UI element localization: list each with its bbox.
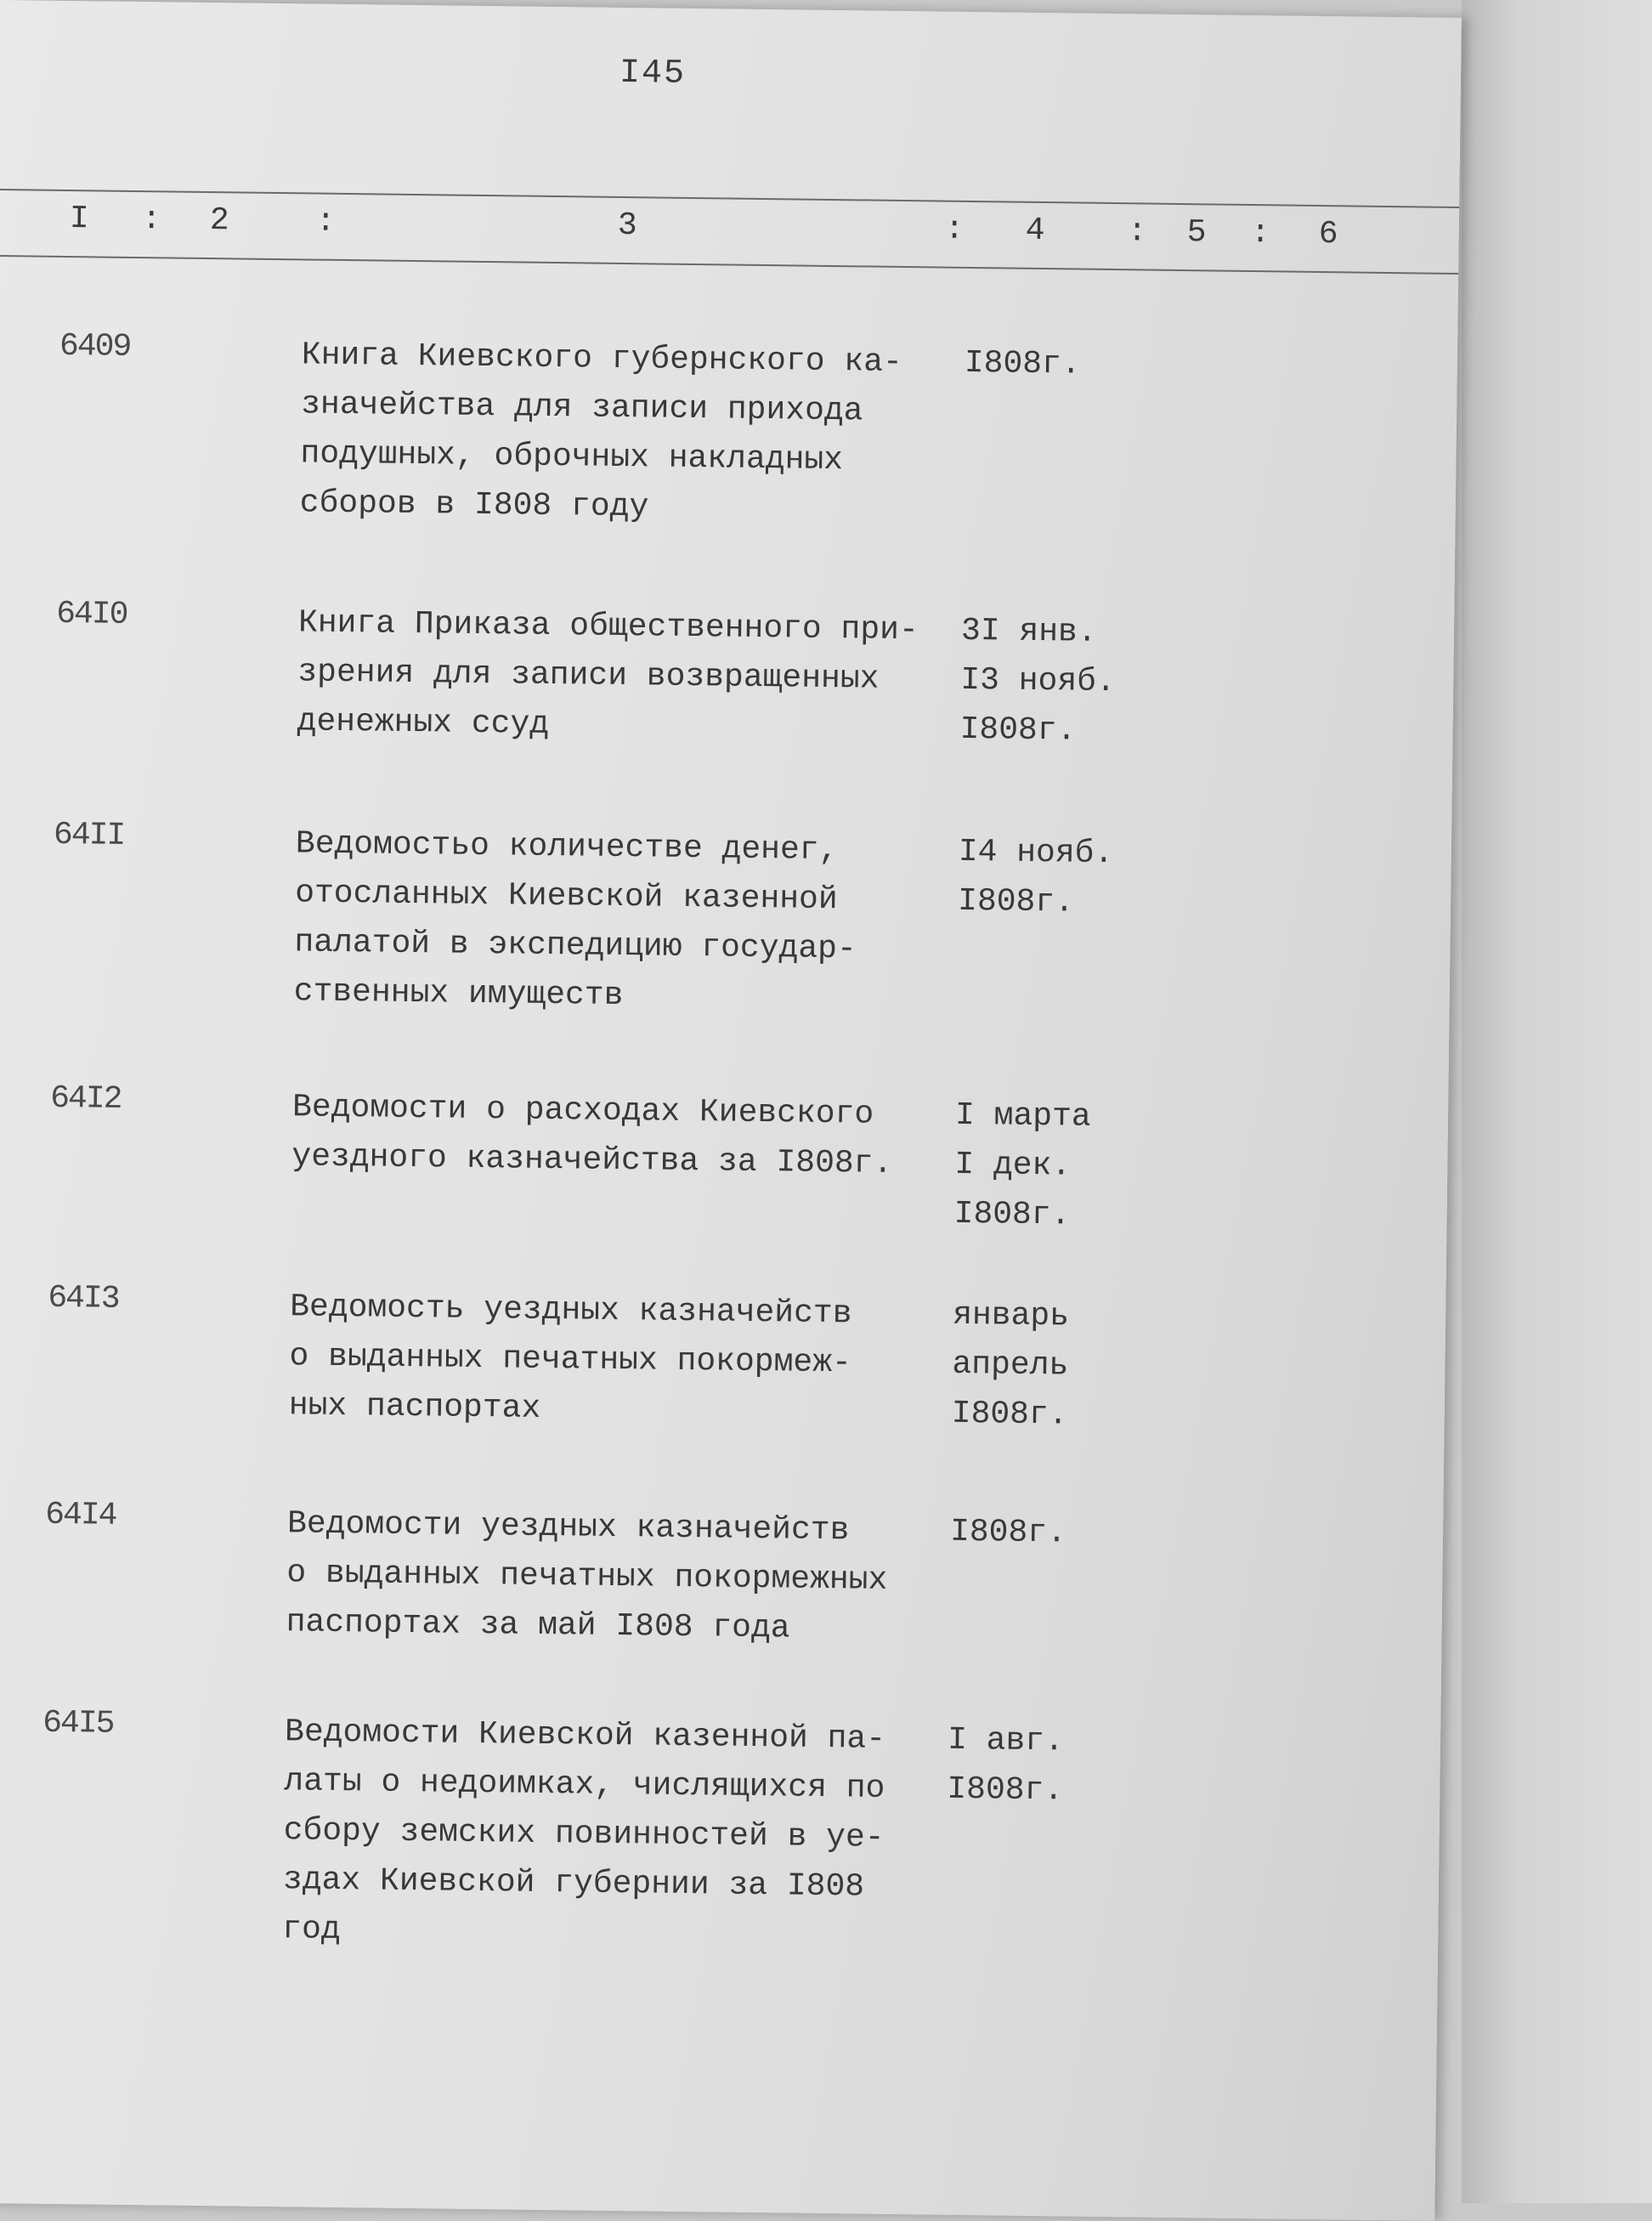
- entry-title: Ведомостьо количестве денег, отосланных Киевской казенной палатой в экспедицию государ- ственных имуществ: [293, 825, 857, 1015]
- inventory-entry: [0, 1704, 1440, 1949]
- entry-title: Ведомости Киевской казенной па- латы о недоимках, числящихся по сбору земских повинностей в уе- здах Киевской губернии за I808 год: [282, 1714, 886, 1949]
- inventory-entry: [0, 1279, 1446, 1434]
- entry-date: 3I янв. I3 нояб. I808г.: [959, 612, 1116, 750]
- column-head-6: 6: [1318, 215, 1338, 253]
- page-edge: [1462, 0, 1652, 2203]
- column-separator: :: [141, 201, 161, 239]
- column-head-2: 2: [209, 202, 229, 240]
- entry-number: 64I3: [48, 1279, 119, 1317]
- entry-number: 64I5: [42, 1704, 114, 1742]
- column-head-3: 3: [617, 207, 637, 245]
- inventory-entry: [0, 1496, 1443, 1647]
- entry-title: Книга Приказа общественного при- зрения для записи возвращенных денежных ссуд: [297, 604, 919, 743]
- entry-number: 64I0: [55, 595, 127, 633]
- page-number: I45: [619, 54, 687, 93]
- entry-title: Ведомость уездных казначейств о выданных печатных покормеж- ных паспортах: [288, 1289, 852, 1427]
- inventory-entry: [0, 1079, 1448, 1234]
- entry-date: I808г.: [949, 1513, 1067, 1552]
- header-bottom-rule: [0, 255, 1458, 275]
- column-head-1: I: [69, 201, 89, 238]
- entry-number: 64I4: [44, 1496, 116, 1534]
- column-separator: :: [1250, 215, 1270, 252]
- inventory-entry: [0, 816, 1451, 1015]
- entry-number: 64II: [53, 816, 125, 854]
- entry-date: январь апрель I808г.: [951, 1296, 1070, 1434]
- entry-date: I авг. I808г.: [947, 1721, 1065, 1810]
- entry-number: 6409: [59, 327, 131, 365]
- column-separator: :: [1127, 213, 1147, 251]
- inventory-entry: [0, 327, 1457, 526]
- entry-number: 64I2: [49, 1079, 122, 1118]
- entry-title: Ведомости уездных казначейств о выданных печатных покормежных паспортах за май I808 года: [286, 1505, 888, 1647]
- entry-title: Ведомости о расходах Киевского уездного казначейства за I808г.: [291, 1089, 893, 1182]
- entry-date: I808г.: [964, 344, 1081, 383]
- column-separator: :: [315, 203, 336, 241]
- entry-title: Книга Киевского губернского ка- значейства для записи прихода подушных, оброчных накладных сборов в I808 году: [299, 337, 903, 526]
- entry-date: I4 нояб. I808г.: [957, 833, 1114, 921]
- column-head-4: 4: [1025, 212, 1045, 250]
- column-head-5: 5: [1186, 214, 1207, 252]
- inventory-entry: [0, 595, 1454, 750]
- column-separator: :: [944, 211, 965, 248]
- entry-date: I марта I дек. I808г.: [953, 1096, 1091, 1234]
